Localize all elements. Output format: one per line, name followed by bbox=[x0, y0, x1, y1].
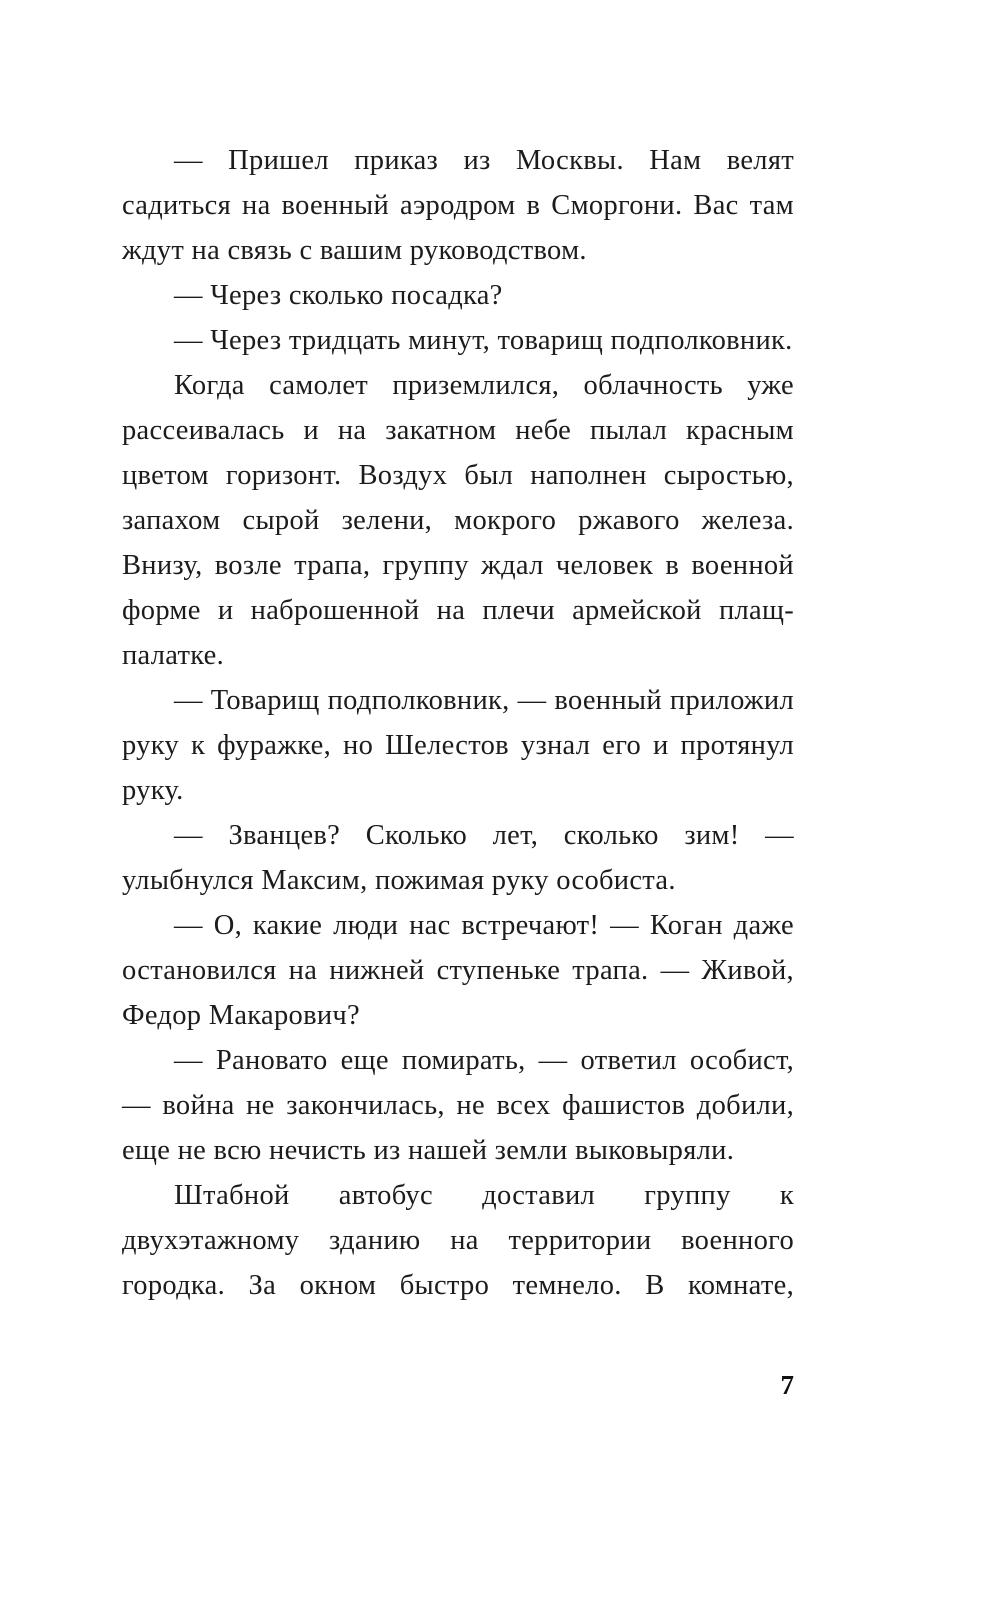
paragraph: — Званцев? Сколько лет, сколько зим! — улыбнулся Максим, пожимая руку особиста. bbox=[122, 820, 794, 896]
paragraph: — Пришел приказ из Москвы. Нам велят садиться на военный аэродром в Сморгони. Вас там ждут на связь с вашим руководством. bbox=[122, 145, 794, 266]
paragraph: — Через тридцать минут, товарищ подполковник. bbox=[174, 325, 793, 356]
paragraph: Штабной автобус доставил группу к двухэтажному зданию на территории военного городка. За окном быстро темнело. В комнате, bbox=[122, 1180, 794, 1301]
paragraph: — Через сколько посадка? bbox=[174, 280, 503, 311]
paragraph: — О, какие люди нас встречают! — Коган даже остановился на нижней ступеньке трапа. — Живой, Федор Макарович? bbox=[122, 910, 794, 1031]
paragraph: — Рановато еще помирать, — ответил особист, — война не закончилась, не всех фашистов добили, еще не всю нечисть из нашей земли выковыряли. bbox=[122, 1045, 794, 1166]
page-number: 7 bbox=[780, 1370, 794, 1400]
paragraph: — Товарищ подполковник, — военный приложил руку к фуражке, но Шелестов узнал его и протянул руку. bbox=[122, 685, 794, 806]
text-block bbox=[122, 138, 794, 1308]
paragraph: Когда самолет приземлился, облачность уже рассеивалась и на закатном небе пылал красным цветом горизонт. Воздух был наполнен сыростью, запахом сырой зелени, мокрого ржавого железа. Внизу, возле трапа, группу ждал человек в военной форме и наброшенной на плечи армейской плащ-палатке. bbox=[122, 370, 794, 671]
